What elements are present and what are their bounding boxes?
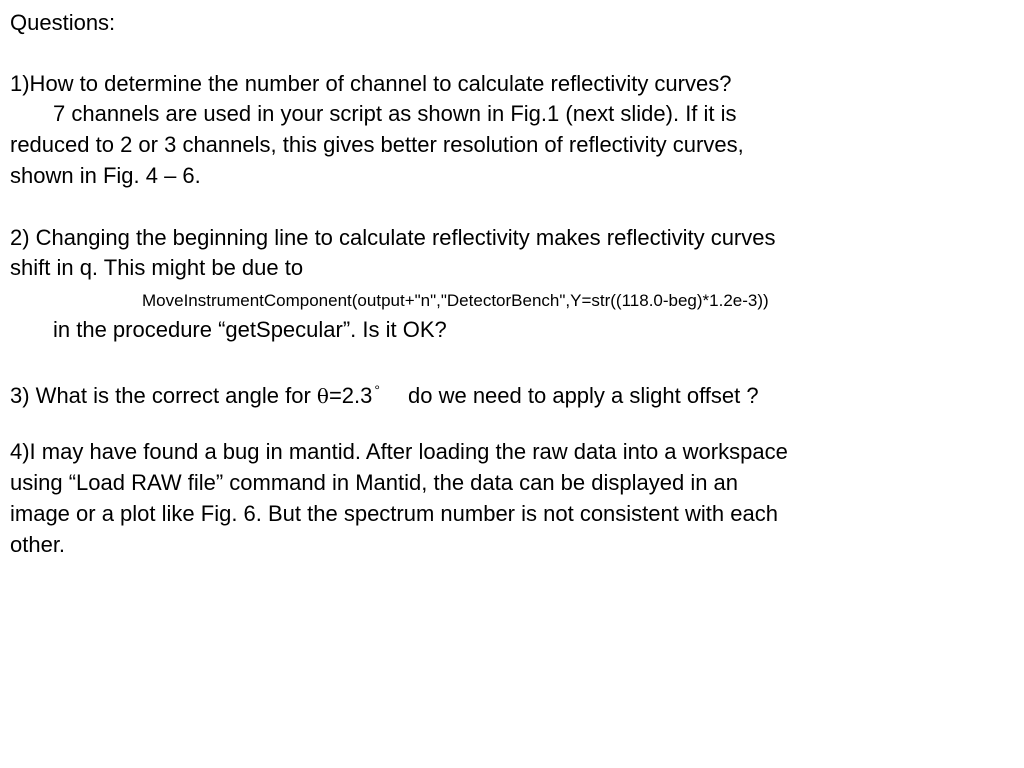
question-4-line: 4)I may have found a bug in mantid. After loading the raw data into a workspace bbox=[10, 439, 788, 464]
question-4-line: other. bbox=[10, 532, 66, 557]
question-2-followup: in the procedure “getSpecular”. Is it OK? bbox=[53, 317, 447, 342]
question-2-line: shift in q. This might be due to bbox=[10, 255, 304, 280]
heading: Questions: bbox=[10, 10, 116, 35]
question-1-title: 1)How to determine the number of channel to calculate reflectivity curves? bbox=[10, 71, 732, 96]
code-snippet: MoveInstrumentComponent(output+"n","DetectorBench",Y=str((118.0-beg)*1.2e-3)) bbox=[142, 291, 769, 310]
question-1-body-line: 7 channels are used in your script as shown in Fig.1 (next slide). If it is bbox=[53, 101, 737, 126]
question-1-body-line: shown in Fig. 4 – 6. bbox=[10, 163, 201, 188]
question-1-body-line: reduced to 2 or 3 channels, this gives better resolution of reflectivity curves, bbox=[10, 132, 744, 157]
question-3-prefix: 3) What is the correct angle for bbox=[10, 383, 317, 408]
question-3-suffix: do we need to apply a slight offset ? bbox=[408, 383, 759, 408]
question-2-line: 2) Changing the beginning line to calculate reflectivity makes reflectivity curves bbox=[10, 225, 776, 250]
angle-value: =2.3 bbox=[328, 383, 373, 408]
theta-symbol: θ bbox=[316, 384, 329, 408]
degree-symbol: ° bbox=[374, 382, 380, 398]
question-4-line: image or a plot like Fig. 6. But the spectrum number is not consistent with each bbox=[10, 501, 778, 526]
question-4-line: using “Load RAW file” command in Mantid, the data can be displayed in an bbox=[10, 470, 739, 495]
question-3-line bbox=[10, 375, 759, 412]
